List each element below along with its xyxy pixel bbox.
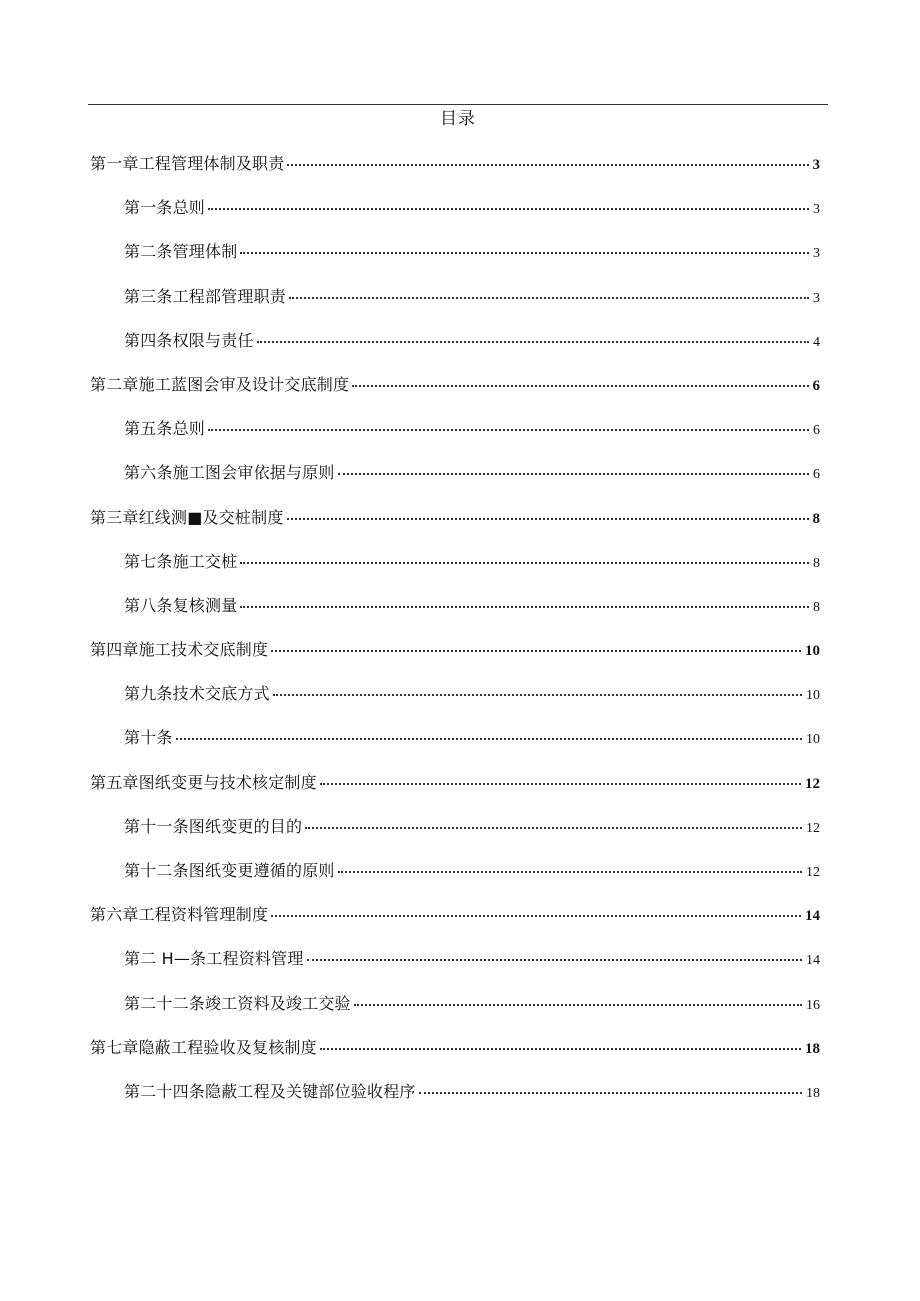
toc-entry-label: 第二 H—条工程资料管理 bbox=[124, 949, 304, 969]
toc-entry-label: 第五条总则 bbox=[124, 419, 206, 439]
toc-entry[interactable] bbox=[90, 458, 820, 502]
toc-entry-page: 14 bbox=[806, 953, 820, 969]
toc-entry-page: 3 bbox=[812, 157, 820, 173]
header-rule bbox=[88, 104, 828, 105]
toc-entry-page: 18 bbox=[805, 1040, 820, 1057]
toc-entry-page: 3 bbox=[813, 202, 820, 218]
toc-entry-label: 第三章红线测■及交桩制度 bbox=[90, 507, 284, 527]
toc-dot-leader bbox=[338, 871, 802, 873]
toc-dot-leader bbox=[240, 606, 809, 608]
toc-title: 目录 bbox=[440, 109, 476, 129]
toc-entry[interactable] bbox=[90, 635, 820, 679]
toc-entry-label: 第十条 bbox=[124, 728, 173, 748]
toc-entry[interactable] bbox=[90, 900, 820, 944]
toc-entry-page: 3 bbox=[813, 246, 820, 262]
toc-entry[interactable] bbox=[90, 679, 820, 723]
toc-entry-label: 第三条工程部管理职责 bbox=[124, 286, 287, 306]
toc-entry-page: 6 bbox=[812, 377, 820, 394]
toc-entry-label: 第七条施工交桩 bbox=[124, 551, 238, 571]
toc-dot-leader bbox=[338, 473, 809, 475]
toc-entry-label: 第七章隐蔽工程验收及复核制度 bbox=[90, 1037, 317, 1057]
toc-entry[interactable] bbox=[90, 1033, 820, 1077]
toc-entry-label: 第二十四条隐蔽工程及关键部位验收程序 bbox=[124, 1081, 416, 1101]
toc-entry-label: 第六章工程资料管理制度 bbox=[90, 905, 269, 925]
toc-entry-page: 16 bbox=[806, 997, 820, 1013]
toc-entry[interactable] bbox=[90, 237, 820, 281]
toc-entry-label: 第六条施工图会审依据与原则 bbox=[124, 463, 335, 483]
toc-entry-label: 第四条权限与责任 bbox=[124, 330, 254, 350]
toc-entry-page: 12 bbox=[805, 775, 820, 792]
toc-entry-page: 18 bbox=[806, 1085, 820, 1101]
toc-entry-page: 12 bbox=[806, 820, 820, 836]
toc-entry-page: 6 bbox=[813, 423, 820, 439]
toc-dot-leader bbox=[240, 562, 809, 564]
toc-entry[interactable] bbox=[90, 591, 820, 635]
toc-dot-leader bbox=[208, 429, 809, 431]
toc-dot-leader bbox=[176, 738, 802, 740]
toc-entry-label: 第二条管理体制 bbox=[124, 242, 238, 262]
toc-entry[interactable] bbox=[90, 547, 820, 591]
toc-entry[interactable] bbox=[90, 414, 820, 458]
toc-entry[interactable] bbox=[90, 723, 820, 767]
toc-entry-label: 第十二条图纸变更遵循的原则 bbox=[124, 861, 335, 880]
toc-dot-leader bbox=[271, 915, 801, 917]
toc-entry-page: 4 bbox=[813, 334, 820, 350]
toc-entry-page: 6 bbox=[813, 467, 820, 483]
toc-entry-label: 第一条总则 bbox=[124, 198, 206, 218]
toc-entry-label: 第二十二条竣工资料及竣工交验 bbox=[124, 993, 351, 1013]
toc-dot-leader bbox=[208, 208, 809, 210]
toc-entry-page: 8 bbox=[812, 510, 820, 527]
toc-entry-label: 第十一条图纸变更的目的 bbox=[124, 816, 303, 836]
toc-entry-page: 14 bbox=[805, 908, 820, 925]
toc-dot-leader bbox=[354, 1004, 802, 1006]
toc-dot-leader bbox=[320, 1048, 801, 1050]
toc-entry-page: 12 bbox=[806, 865, 820, 880]
toc-entry[interactable] bbox=[90, 326, 820, 370]
toc-entry[interactable] bbox=[90, 370, 820, 414]
toc-entry-page: 10 bbox=[805, 643, 820, 660]
toc-entry[interactable] bbox=[90, 193, 820, 237]
toc-dot-leader bbox=[307, 959, 802, 961]
toc-entry[interactable] bbox=[90, 768, 820, 812]
toc-dot-leader bbox=[240, 252, 809, 254]
toc-entry-label: 第一章工程管理体制及职责 bbox=[90, 154, 285, 173]
toc-entry-label: 第四章施工技术交底制度 bbox=[90, 640, 269, 660]
toc-dot-leader bbox=[289, 297, 809, 299]
toc-dot-leader bbox=[352, 385, 808, 387]
toc-dot-leader bbox=[305, 827, 802, 829]
toc-dot-leader bbox=[419, 1092, 802, 1094]
toc-entry[interactable] bbox=[90, 989, 820, 1033]
toc-entry[interactable] bbox=[90, 1077, 820, 1121]
toc-entry-page: 3 bbox=[813, 290, 820, 306]
toc-entry-page: 10 bbox=[806, 688, 820, 704]
toc-entry[interactable] bbox=[90, 856, 820, 900]
toc-dot-leader bbox=[257, 341, 809, 343]
toc-entry-label: 第五章图纸变更与技术核定制度 bbox=[90, 772, 317, 792]
toc-entry-label: 第二章施工蓝图会审及设计交底制度 bbox=[90, 374, 350, 394]
toc-entry-label: 第九条技术交底方式 bbox=[124, 684, 270, 704]
toc-entry-page: 8 bbox=[813, 555, 820, 571]
toc-entry[interactable] bbox=[90, 282, 820, 326]
toc-dot-leader bbox=[287, 518, 809, 520]
toc-entry[interactable] bbox=[90, 812, 820, 856]
table-of-contents bbox=[90, 149, 820, 1121]
toc-dot-leader bbox=[273, 694, 802, 696]
toc-entry[interactable] bbox=[90, 944, 820, 988]
toc-entry-page: 10 bbox=[806, 732, 820, 748]
toc-entry[interactable] bbox=[90, 503, 820, 547]
toc-dot-leader bbox=[320, 783, 801, 785]
toc-dot-leader bbox=[287, 164, 808, 166]
toc-entry-label: 第八条复核测量 bbox=[124, 595, 238, 615]
toc-dot-leader bbox=[271, 650, 801, 652]
toc-entry[interactable] bbox=[90, 149, 820, 193]
toc-entry-page: 8 bbox=[813, 599, 820, 615]
